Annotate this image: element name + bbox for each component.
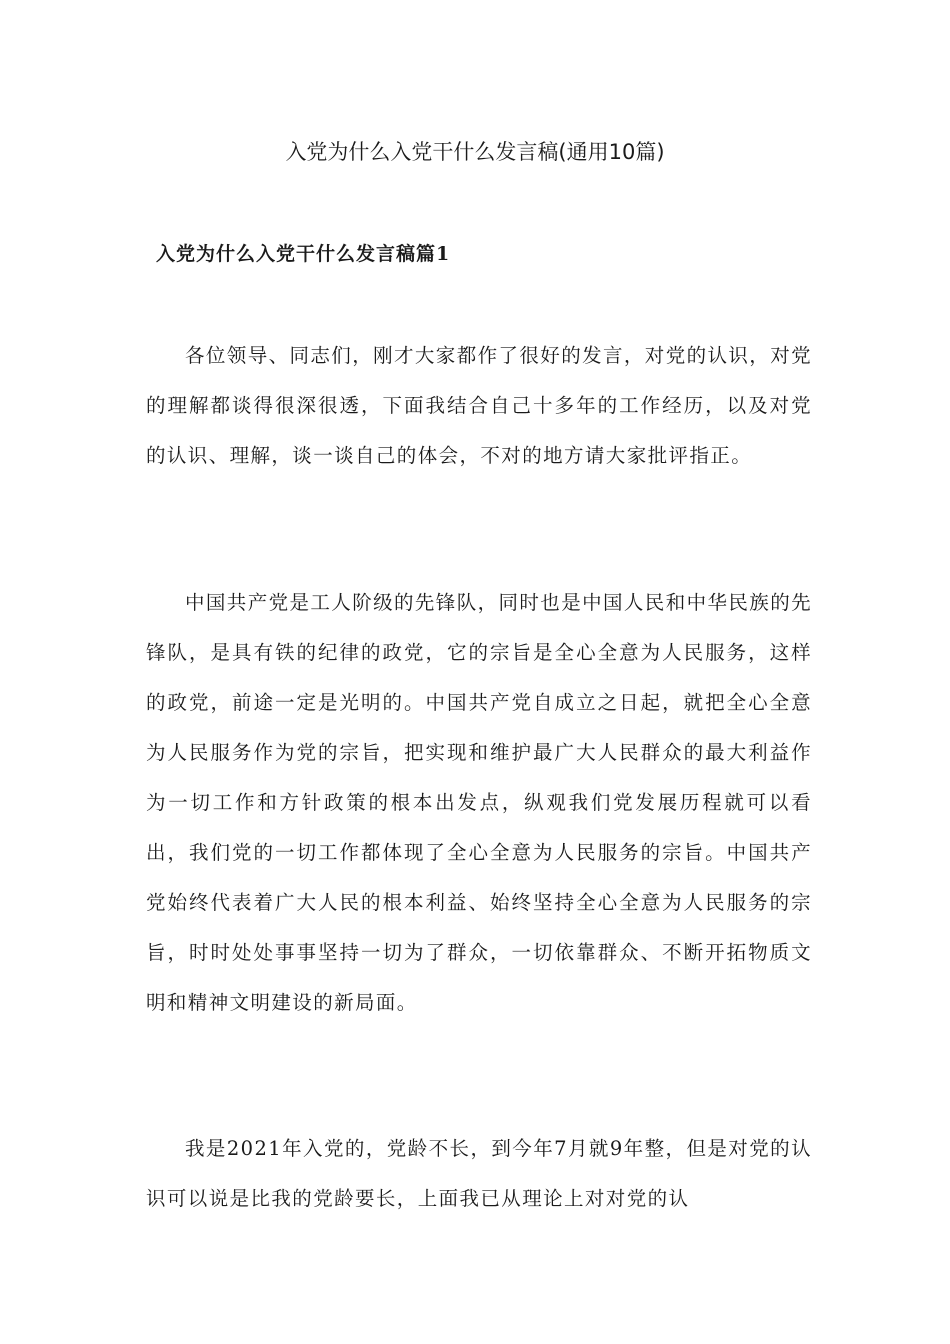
paragraph-2: 中国共产党是工人阶级的先锋队，同时也是中国人民和中华民族的先锋队，是具有铁的纪律的政党，它的宗旨是全心全意为人民服务，这样的政党，前途一定是光明的。中国共产党自成立之日起，就把全心全意为人民服务作为党的宗旨，把实现和维护最广大人民群众的最大利益作为一切工作和方针政策的根本出发点，纵观我们党发展历程就可以看出，我们党的一切工作都体现了全心全意为人民服务的宗旨。中国共产党始终代表着广大人民的根本利益、始终坚持全心全意为人民服务的宗旨，时时处处事事坚持一切为了群众，一切依靠群众、不断开拓物质文明和精神文明建设的新局面。 (146, 591, 813, 1014)
paragraph-1: 各位领导、同志们，刚才大家都作了很好的发言，对党的认识，对党的理解都谈得很深很透，下面我结合自己十多年的工作经历，以及对党的认识、理解，谈一谈自己的体会，不对的地方请大家批评指正。 (146, 344, 813, 467)
document-title: 入党为什么入党干什么发言稿(通用10篇) (285, 140, 665, 164)
paragraph-3: 我是2021年入党的，党龄不长，到今年7月就9年整，但是对党的认识可以说是比我的党龄要长，上面我已从理论上对对党的认 (146, 1137, 812, 1210)
section-heading: 入党为什么入党干什么发言稿篇1 (156, 243, 451, 265)
